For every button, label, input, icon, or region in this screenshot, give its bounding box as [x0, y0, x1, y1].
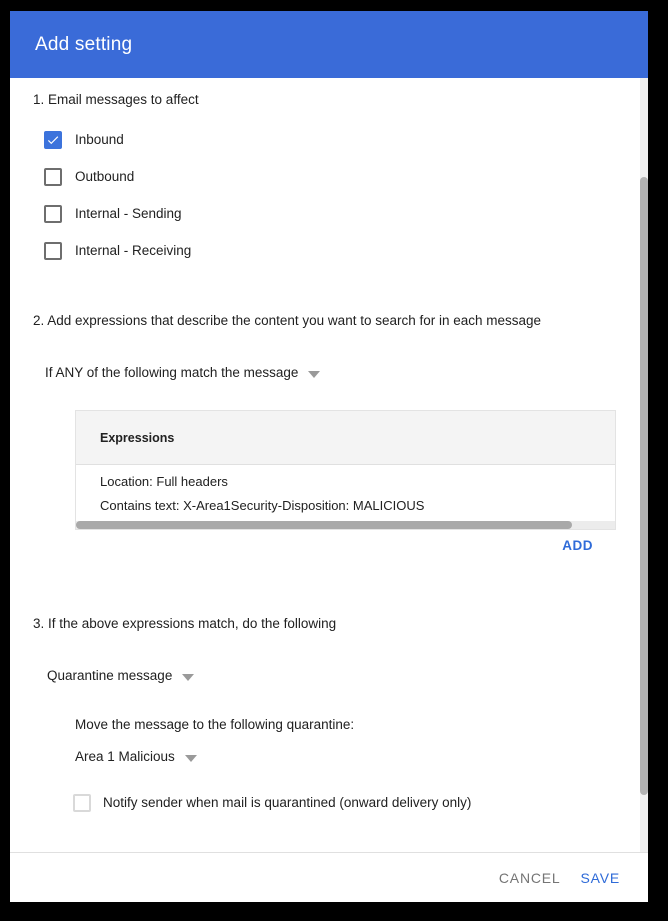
inbound-label: Inbound: [75, 132, 124, 147]
match-type-value: If ANY of the following match the message: [45, 365, 299, 380]
expression-row-contains-text: Contains text: X-Area1Security-Disposition: MALICIOUS: [100, 498, 425, 513]
expressions-table-body: [76, 465, 615, 521]
dialog-title: Add setting: [35, 33, 133, 55]
expression-row-location: Location: Full headers: [100, 474, 228, 489]
section2-heading: 2. Add expressions that describe the content you want to search for in each message: [33, 313, 542, 328]
inbound-checkbox[interactable]: [44, 131, 62, 149]
save-button[interactable]: SAVE: [580, 869, 620, 886]
chevron-down-icon: [308, 371, 320, 378]
checkmark-icon: [46, 133, 60, 147]
internal-receiving-checkbox[interactable]: [44, 242, 62, 260]
dialog-header: [10, 11, 648, 78]
add-expression-button[interactable]: ADD: [562, 538, 593, 553]
quarantine-select-dropdown[interactable]: [75, 749, 197, 764]
quarantine-value: Area 1 Malicious: [75, 749, 175, 764]
expressions-column-header: Expressions: [100, 430, 175, 445]
cancel-button[interactable]: CANCEL: [498, 869, 561, 886]
chevron-down-icon: [185, 755, 197, 762]
vertical-scrollbar-thumb[interactable]: [640, 177, 648, 795]
action-dropdown[interactable]: [47, 668, 194, 683]
horizontal-scrollbar-track[interactable]: [76, 521, 615, 529]
checkbox-row-outbound[interactable]: [44, 168, 134, 186]
outbound-checkbox[interactable]: [44, 168, 62, 186]
checkbox-row-inbound[interactable]: [44, 131, 124, 149]
add-setting-dialog: [10, 11, 648, 902]
quarantine-instruction-label: Move the message to the following quarantine:: [75, 717, 355, 732]
horizontal-scrollbar-thumb[interactable]: [76, 521, 572, 529]
notify-sender-checkbox[interactable]: [73, 794, 91, 812]
checkbox-row-internal-sending[interactable]: [44, 205, 182, 223]
action-value: Quarantine message: [47, 668, 173, 683]
internal-receiving-label: Internal - Receiving: [75, 243, 192, 258]
chevron-down-icon: [182, 674, 194, 681]
expressions-table-header: [76, 411, 615, 465]
internal-sending-checkbox[interactable]: [44, 205, 62, 223]
expressions-table: [75, 410, 616, 530]
section1-heading: 1. Email messages to affect: [33, 92, 199, 107]
checkbox-row-notify-sender[interactable]: [73, 794, 471, 812]
dialog-footer: [10, 852, 648, 902]
checkbox-row-internal-receiving[interactable]: [44, 242, 191, 260]
notify-sender-label: Notify sender when mail is quarantined (onward delivery only): [103, 795, 472, 810]
outbound-label: Outbound: [75, 169, 135, 184]
match-type-dropdown[interactable]: [45, 365, 320, 380]
section3-heading: 3. If the above expressions match, do the following: [33, 616, 337, 631]
internal-sending-label: Internal - Sending: [75, 206, 182, 221]
